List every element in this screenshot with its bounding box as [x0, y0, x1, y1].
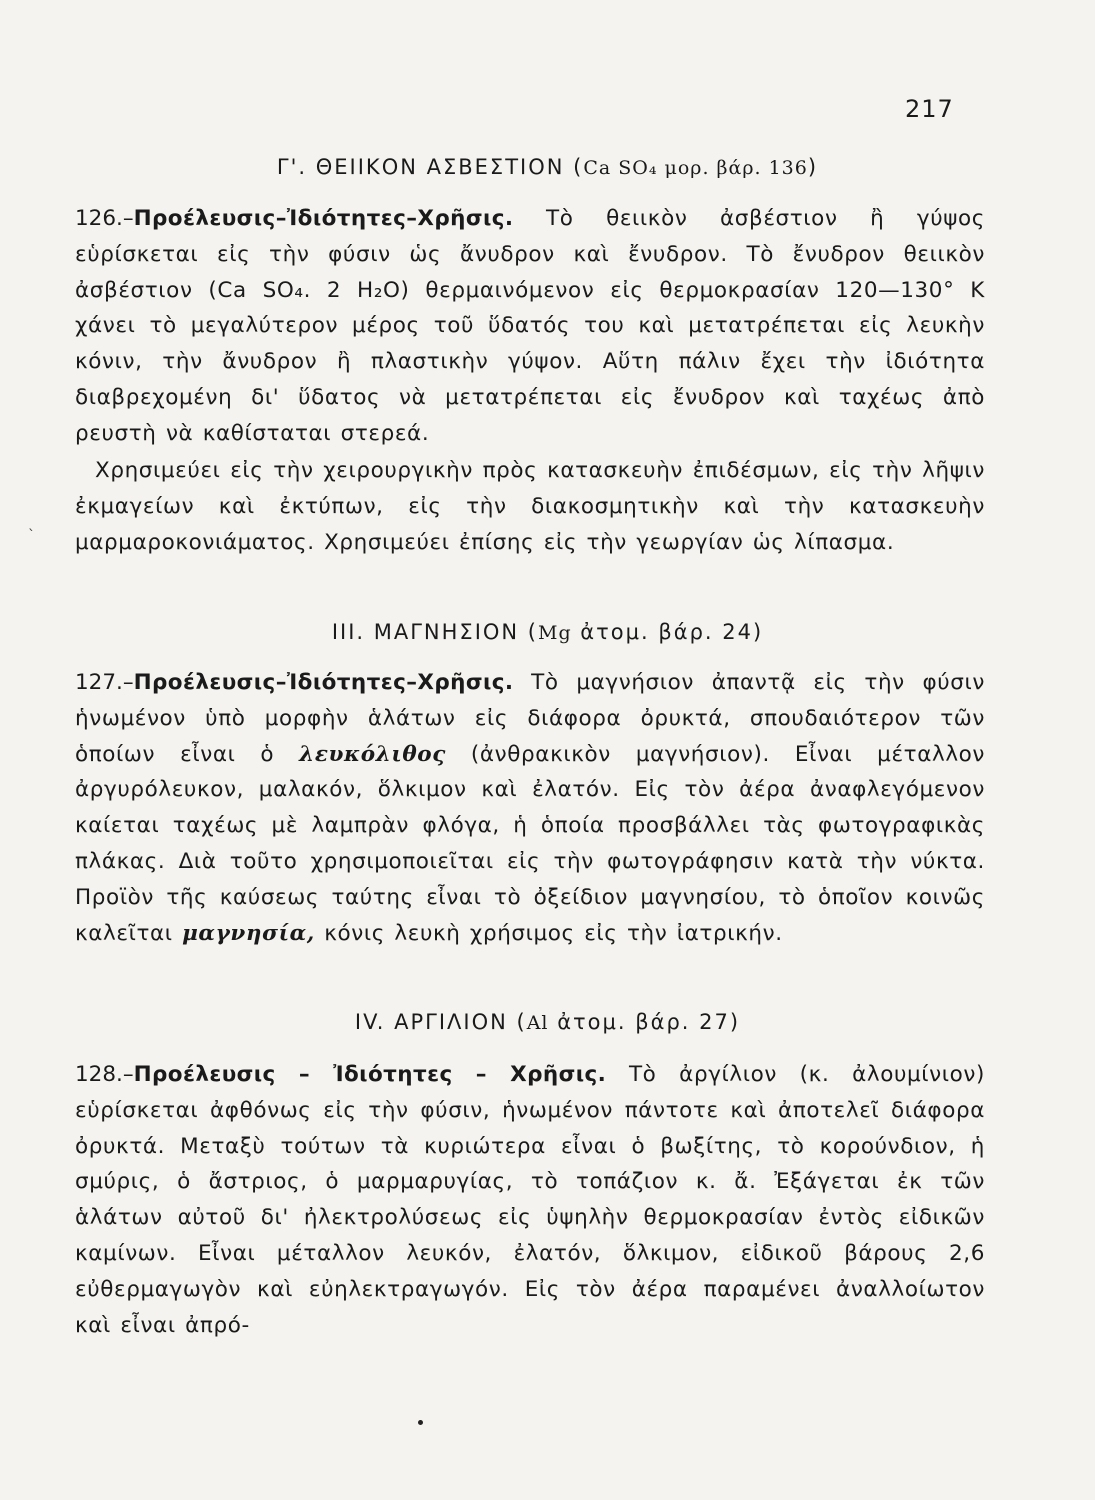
section-heading-magnesium: [0, 620, 1095, 644]
section-rest: ἀτομ. βάρ. 24): [571, 620, 764, 644]
paragraph-number: 128.–: [75, 1062, 134, 1087]
section-title: III. ΜΑΓΝΗΣΙΟΝ (: [331, 620, 538, 644]
section-formula: Al: [526, 1012, 549, 1034]
paragraph-127: [75, 665, 985, 951]
paragraph-text: Τὸ ἀργίλιον (κ. ἀλουμίνιον) εὑρίσκεται ἀφθόνως εἰς τὴν φύσιν, ἡνωμένον πάντοτε καὶ ἀποτελεῖ διάφορα ὀρυκτά. Μεταξὺ τούτων τὰ κυριώτερα εἶναι ὁ βωξίτης, τὸ κορούνδιον, ἡ σμύρις, ὁ ἄστριος, ὁ μαρμαρυγίας, τὸ τοπάζιον κ. ἄ. Ἐξάγεται ἐκ τῶν ἁλάτων αὐτοῦ δι' ἠλεκτρολύσεως εἰς ὑψηλὴν θερμοκρασίαν ἐντὸς εἰδικῶν καμίνων. Εἶναι μέταλλον λευκόν, ἐλατόν, ὅλκιμον, εἰδικοῦ βάρους 2,6 εὐθερμαγωγὸν καὶ εὐηλεκτραγωγόν. Εἰς τὸν ἀέρα παραμένει ἀναλλοίωτον καὶ εἶναι ἀπρό-: [75, 1062, 985, 1338]
paragraph-heading: Προέλευσις – Ἰδιότητες – Χρῆσις.: [133, 1062, 607, 1087]
section-heading-aluminium: [0, 1010, 1095, 1034]
page-number: 217: [905, 95, 954, 123]
paragraph-heading: Προέλευσις–Ἰδιότητες–Χρῆσις.: [133, 670, 514, 695]
paragraph-text: Τὸ μαγνήσιον ἀπαντᾷ εἰς τὴν φύσιν ἡνωμένον ὑπὸ μορφὴν ἁλάτων εἰς διάφορα ὀρυκτά, σπουδαιότερον τῶν ὁποίων εἶναι ὁ: [75, 670, 985, 767]
section-rest: ἀτομ. βάρ. 27): [548, 1010, 741, 1034]
term-magnesia: μαγνησία,: [182, 920, 315, 946]
paragraph-number: 127.–: [75, 670, 134, 695]
paragraph-heading: Προέλευσις–Ἰδιότητες–Χρῆσις.: [133, 206, 514, 231]
margin-mark: `: [28, 528, 35, 544]
section-formula: Mg: [538, 622, 572, 644]
paragraph-text: Τὸ θειικὸν ἀσβέστιον ἢ γύψος εὑρίσκεται εἰς τὴν φύσιν ὡς ἄνυδρον καὶ ἔνυδρον. Τὸ ἔνυδρον θειικὸν ἀσβέστιον (Ca SO₄. 2 H₂O) θερμαινόμενον εἰς θερμοκρασίαν 120—130° Κ χάνει τὸ μεγαλύτερον μέρος τοῦ ὕδατός του καὶ μετατρέπεται εἰς λευκὴν κόνιν, τὴν ἄνυδρον ἢ πλαστικὴν γύψον. Αὕτη πάλιν ἔχει τὴν ἰδιότητα διαβρεχομένη δι' ὕδατος νὰ μετατρέπεται εἰς ἔνυδρον καὶ ταχέως ἀπὸ ρευστὴ νὰ καθίσταται στερεά.: [75, 206, 985, 446]
section-title: Γ'. ΘΕΙΙΚΟΝ ΑΣΒΕΣΤΙΟΝ (: [276, 155, 584, 179]
print-speck: [418, 1420, 423, 1425]
section-formula: Ca SO₄ μορ. βάρ. 136: [583, 157, 808, 179]
paragraph-number: 126.–: [75, 206, 134, 231]
paragraph-text: κόνις λευκὴ χρήσιμος εἰς τὴν ἰατρικήν.: [314, 920, 783, 946]
section-close: ): [807, 155, 819, 179]
paragraph-126: [75, 201, 985, 452]
paragraph-text: (ἀνθρακικὸν μαγνήσιον). Εἶναι μέταλλον ἀργυρόλευκον, μαλακόν, ὅλκιμον καὶ ἐλατόν. Εἰς τὸν ἀέρα ἀναφλεγόμενον καίεται ταχέως μὲ λαμπρὰν φλόγα, ἡ ὁποία προσβάλλει τὰς φωτογραφικὰς πλάκας. Διὰ τοῦτο χρησιμοποιεῖται εἰς τὴν φωτογράφησιν κατὰ τὴν νύκτα. Προϊὸν τῆς καύσεως ταύτης εἶναι τὸ ὀξείδιον μαγνησίου, τὸ ὁποῖον κοινῶς καλεῖται: [75, 741, 986, 946]
section-heading-calcium-sulfate: [0, 155, 1095, 179]
paragraph-text: Χρησιμεύει εἰς τὴν χειρουργικὴν πρὸς κατασκευὴν ἐπιδέσμων, εἰς τὴν λῆψιν ἐκμαγείων καὶ ἐκτύπων, εἰς τὴν διακοσμητικὴν καὶ τὴν κατασκευὴν μαρμαροκονιάματος. Χρησιμεύει ἐπίσης εἰς τὴν γεωργίαν ὡς λίπασμα.: [75, 458, 985, 555]
term-leukolithos: λευκόλιθος: [299, 741, 446, 767]
section-title: IV. ΑΡΓΙΛΙΟΝ (: [354, 1010, 527, 1034]
paragraph-126-uses: [75, 453, 985, 560]
paragraph-128: [75, 1057, 985, 1343]
